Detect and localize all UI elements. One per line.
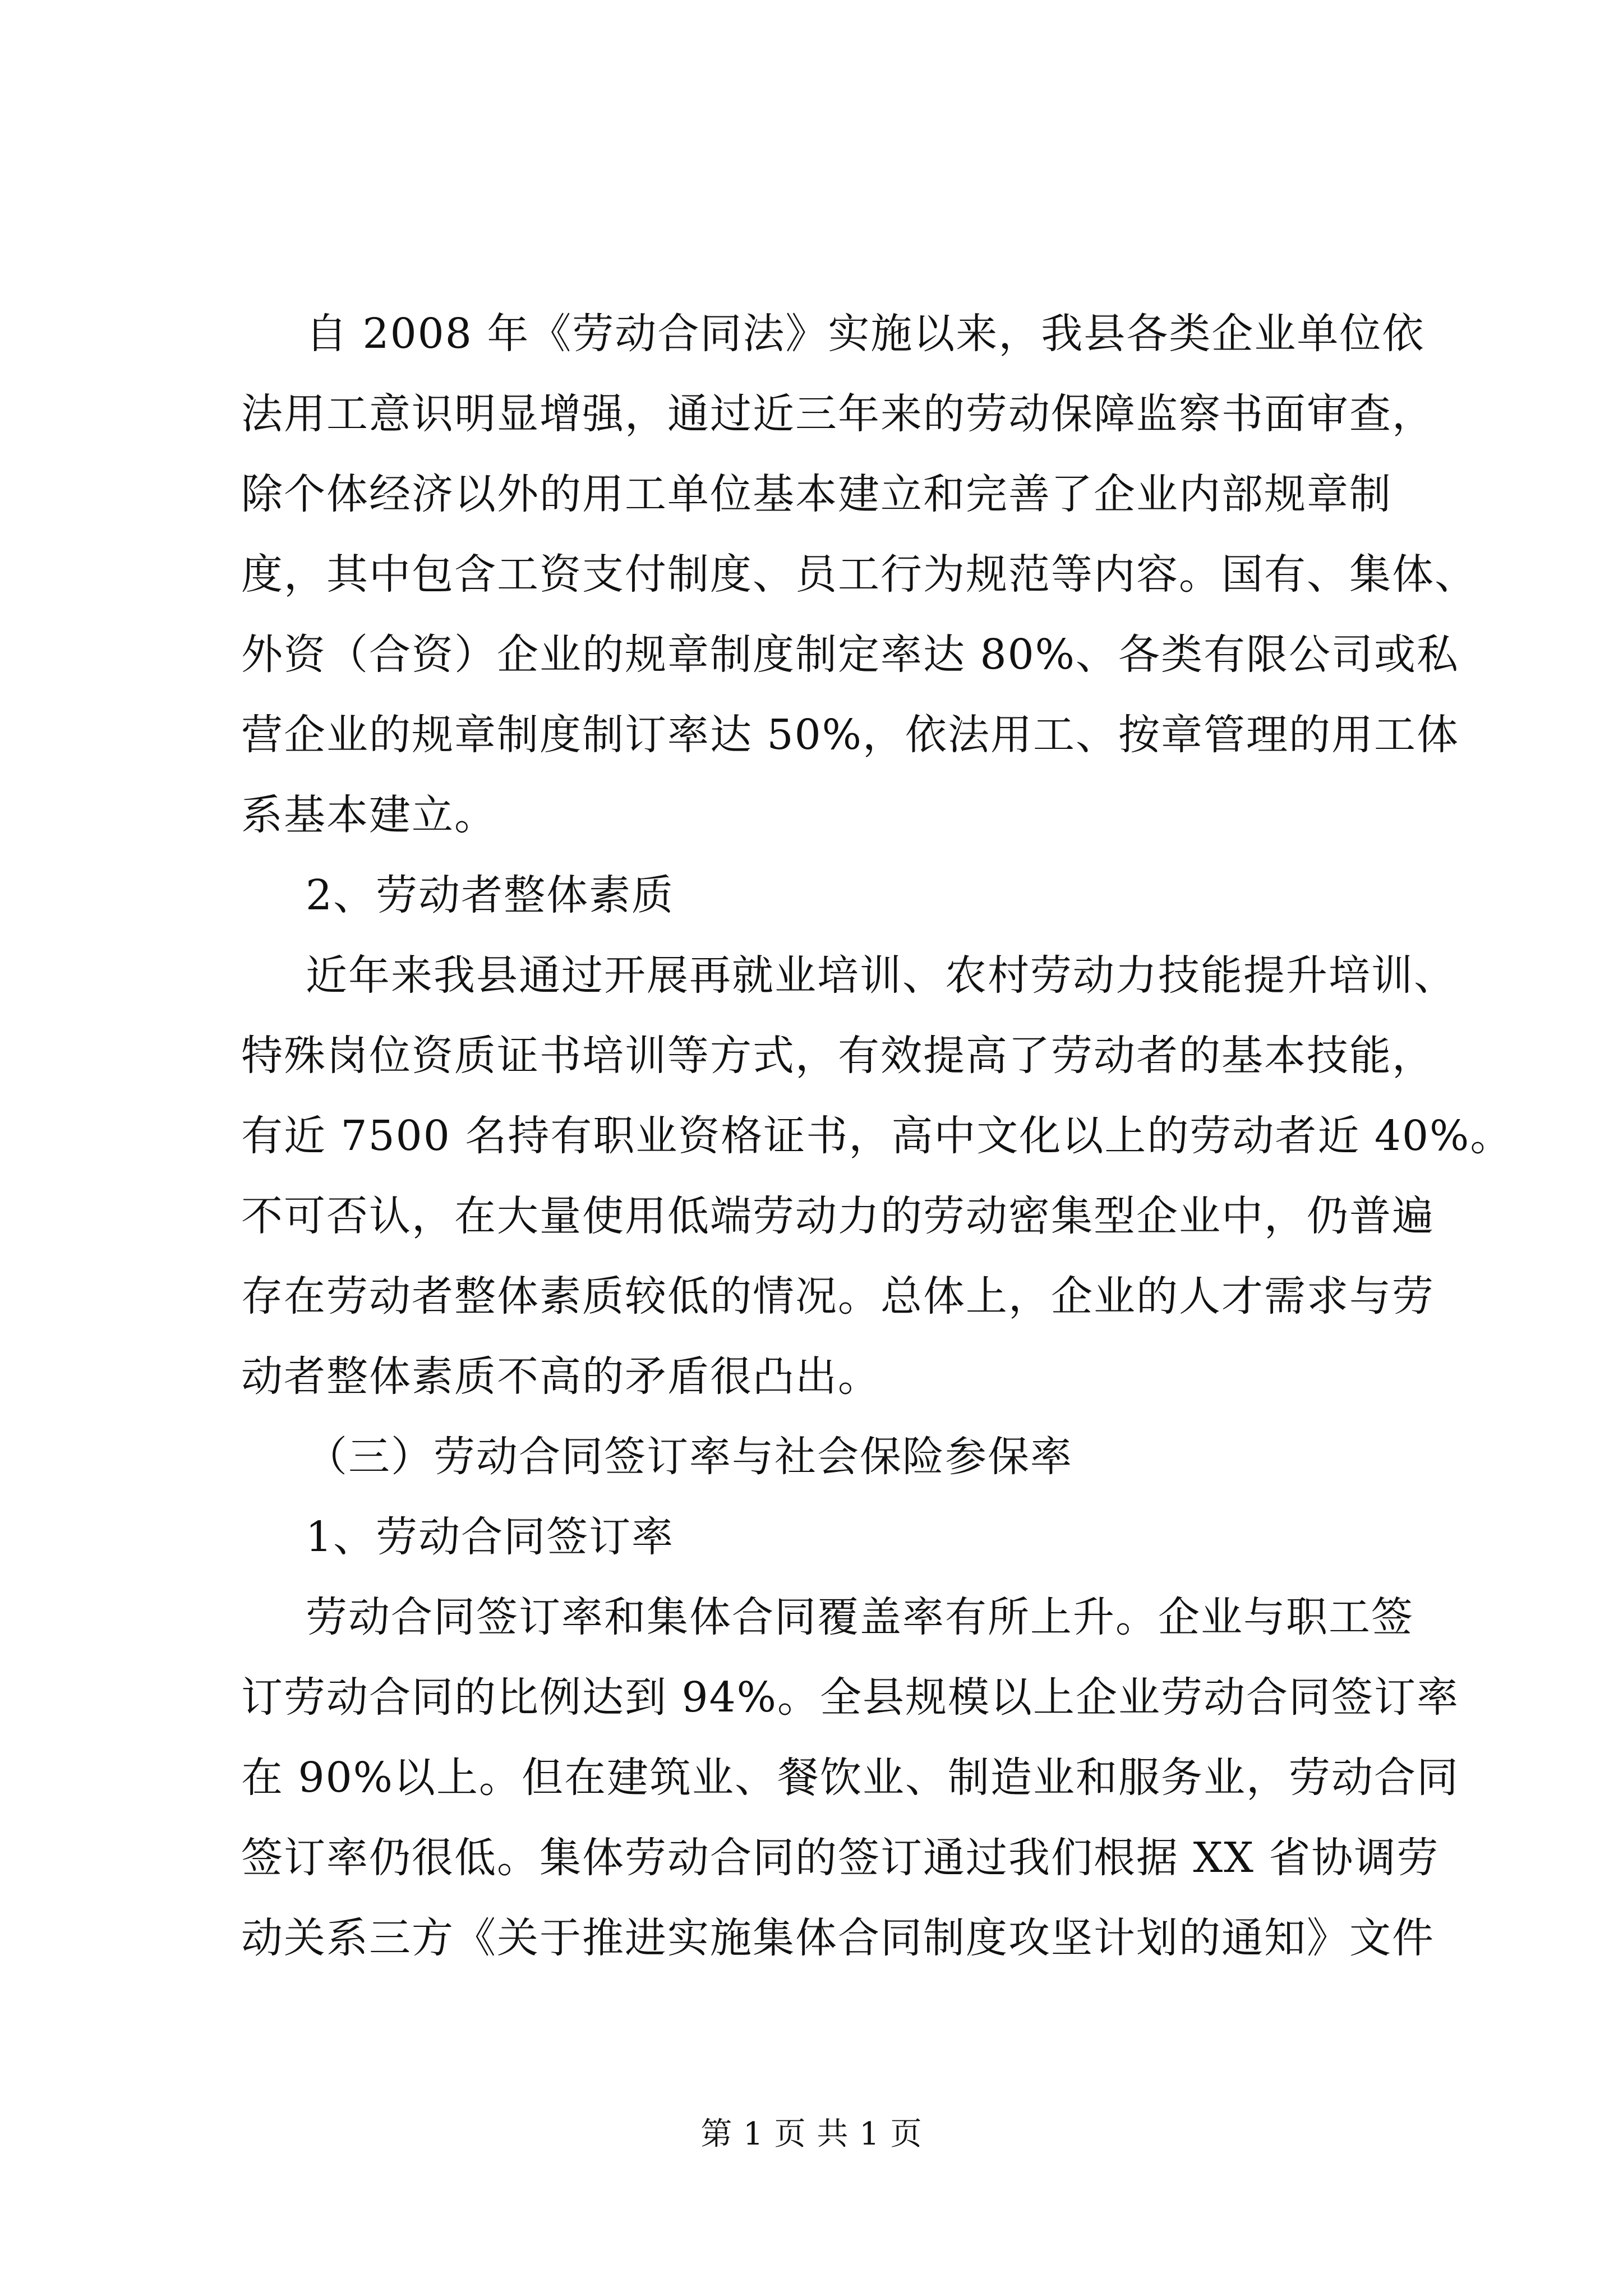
section-heading: （三）劳动合同签订率与社会保险参保率 bbox=[306, 1433, 1073, 1481]
subsection-heading: 2、劳动者整体素质 bbox=[306, 871, 675, 919]
page-footer: 第 1 页 共 1 页 bbox=[700, 2116, 923, 2152]
paragraph-line: 存在劳动者整体素质较低的情况。总体上，企业的人才需求与劳 bbox=[241, 1272, 1435, 1320]
paragraph-line: 营企业的规章制度制订率达 50%，依法用工、按章管理的用工体 bbox=[241, 711, 1459, 759]
paragraph-line: 法用工意识明显增强，通过近三年来的劳动保障监察书面审查， bbox=[241, 390, 1435, 438]
paragraph-line: 自 2008 年《劳动合同法》实施以来，我县各类企业单位依 bbox=[306, 310, 1425, 358]
paragraph-line: 除个体经济以外的用工单位基本建立和完善了企业内部规章制 bbox=[241, 470, 1392, 518]
paragraph-line: 劳动合同签订率和集体合同覆盖率有所上升。企业与职工签 bbox=[306, 1593, 1414, 1641]
paragraph-line: 近年来我县通过开展再就业培训、农村劳动力技能提升培训、 bbox=[306, 951, 1456, 1000]
paragraph-line: 不可否认，在大量使用低端劳动力的劳动密集型企业中，仍普遍 bbox=[241, 1192, 1435, 1240]
paragraph-line: 特殊岗位资质证书培训等方式，有效提高了劳动者的基本技能， bbox=[241, 1032, 1435, 1080]
paragraph-line: 系基本建立。 bbox=[241, 791, 497, 839]
paragraph-line: 动关系三方《关于推进实施集体合同制度攻坚计划的通知》文件 bbox=[241, 1914, 1435, 1962]
paragraph-line: 有近 7500 名持有职业资格证书，高中文化以上的劳动者近 40%。 bbox=[241, 1112, 1513, 1160]
paragraph-line: 在 90%以上。但在建筑业、餐饮业、制造业和服务业，劳动合同 bbox=[241, 1754, 1459, 1802]
paragraph-line: 度，其中包含工资支付制度、员工行为规范等内容。国有、集体、 bbox=[241, 550, 1477, 599]
paragraph-line: 外资（合资）企业的规章制度制定率达 80%、各类有限公司或私 bbox=[241, 631, 1459, 679]
subsection-heading: 1、劳动合同签订率 bbox=[306, 1513, 675, 1561]
paragraph-line: 动者整体素质不高的矛盾很凸出。 bbox=[241, 1352, 880, 1401]
paragraph-line: 签订率仍很低。集体劳动合同的签订通过我们根据 XX 省协调劳 bbox=[241, 1834, 1440, 1882]
paragraph-line: 订劳动合同的比例达到 94%。全县规模以上企业劳动合同签订率 bbox=[241, 1673, 1459, 1722]
